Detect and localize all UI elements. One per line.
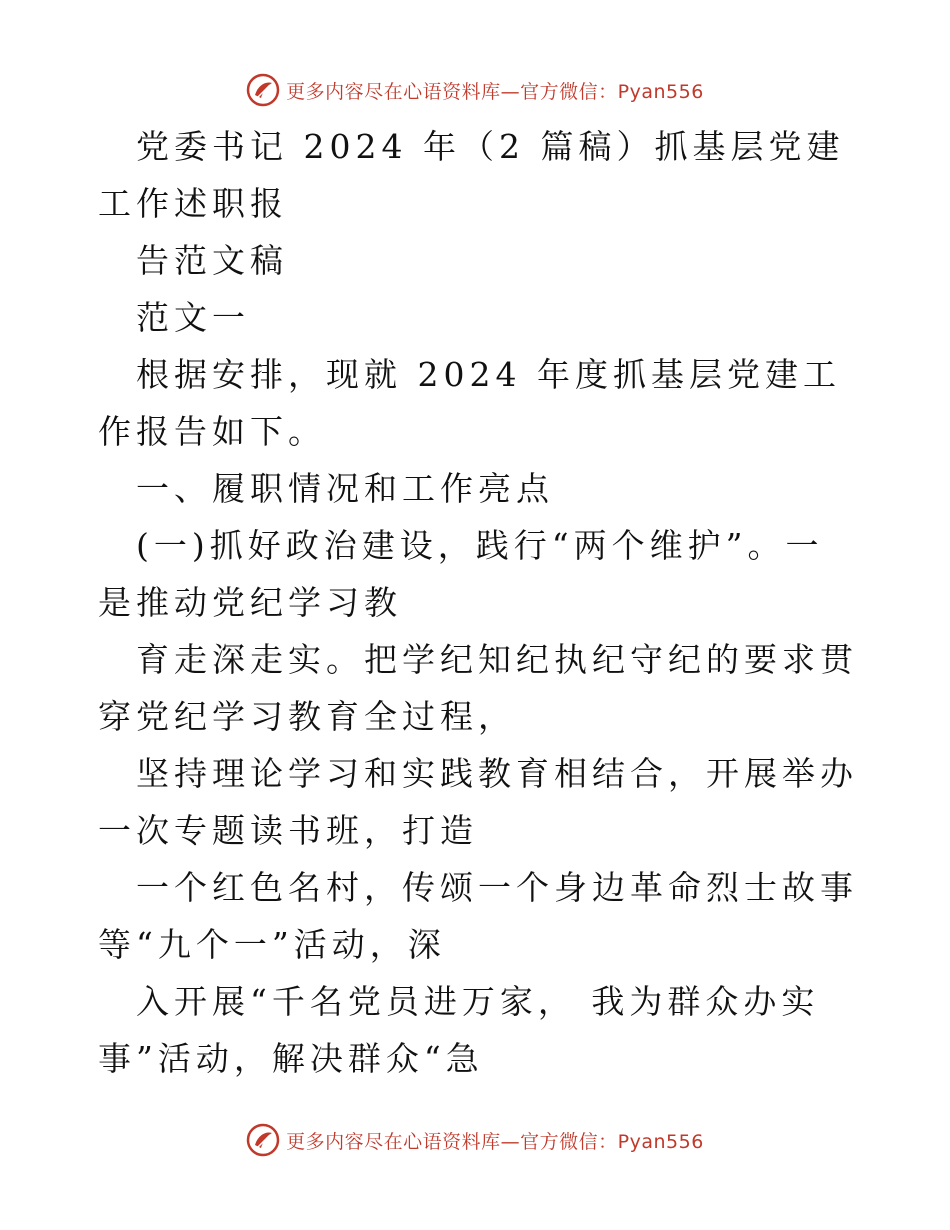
paragraph-body-4: 一个红色名村，传颂一个身边革命烈士故事等“九个一”活动，深 xyxy=(98,868,858,964)
header-banner xyxy=(0,70,950,110)
header-banner-text: 更多内容尽在心语资料库—官方微信：Pyan556 xyxy=(286,80,704,103)
brand-logo-icon xyxy=(246,73,280,107)
paragraph-body-3: 坚持理论学习和实践教育相结合，开展举办一次专题读书班，打造 xyxy=(98,754,858,850)
paragraph-body-2: 育走深走实。把学纪知纪执纪守纪的要求贯穿党纪学习教育全过程， xyxy=(98,640,858,736)
document-body xyxy=(98,118,858,1087)
brand-logo-icon xyxy=(246,1123,280,1157)
section-heading: 一、履职情况和工作亮点 xyxy=(136,469,554,508)
paragraph-body-5: 入开展“千名党员进万家， 我为群众办实事”活动，解决群众“急 xyxy=(98,982,820,1078)
paragraph-title-line-1: 党委书记 2024 年（2 篇稿）抓基层党建工作述职报 xyxy=(98,127,845,223)
paragraph-intro: 根据安排，现就 2024 年度抓基层党建工作报告如下。 xyxy=(98,355,841,451)
paragraph-body-1: (一)抓好政治建设，践行“两个维护”。一是推动党纪学习教 xyxy=(98,526,824,622)
paragraph-subtitle: 范文一 xyxy=(136,298,250,337)
paragraph-title-line-2: 告范文稿 xyxy=(136,241,288,280)
footer-banner xyxy=(0,1120,950,1160)
footer-banner-text: 更多内容尽在心语资料库—官方微信：Pyan556 xyxy=(286,1130,704,1153)
